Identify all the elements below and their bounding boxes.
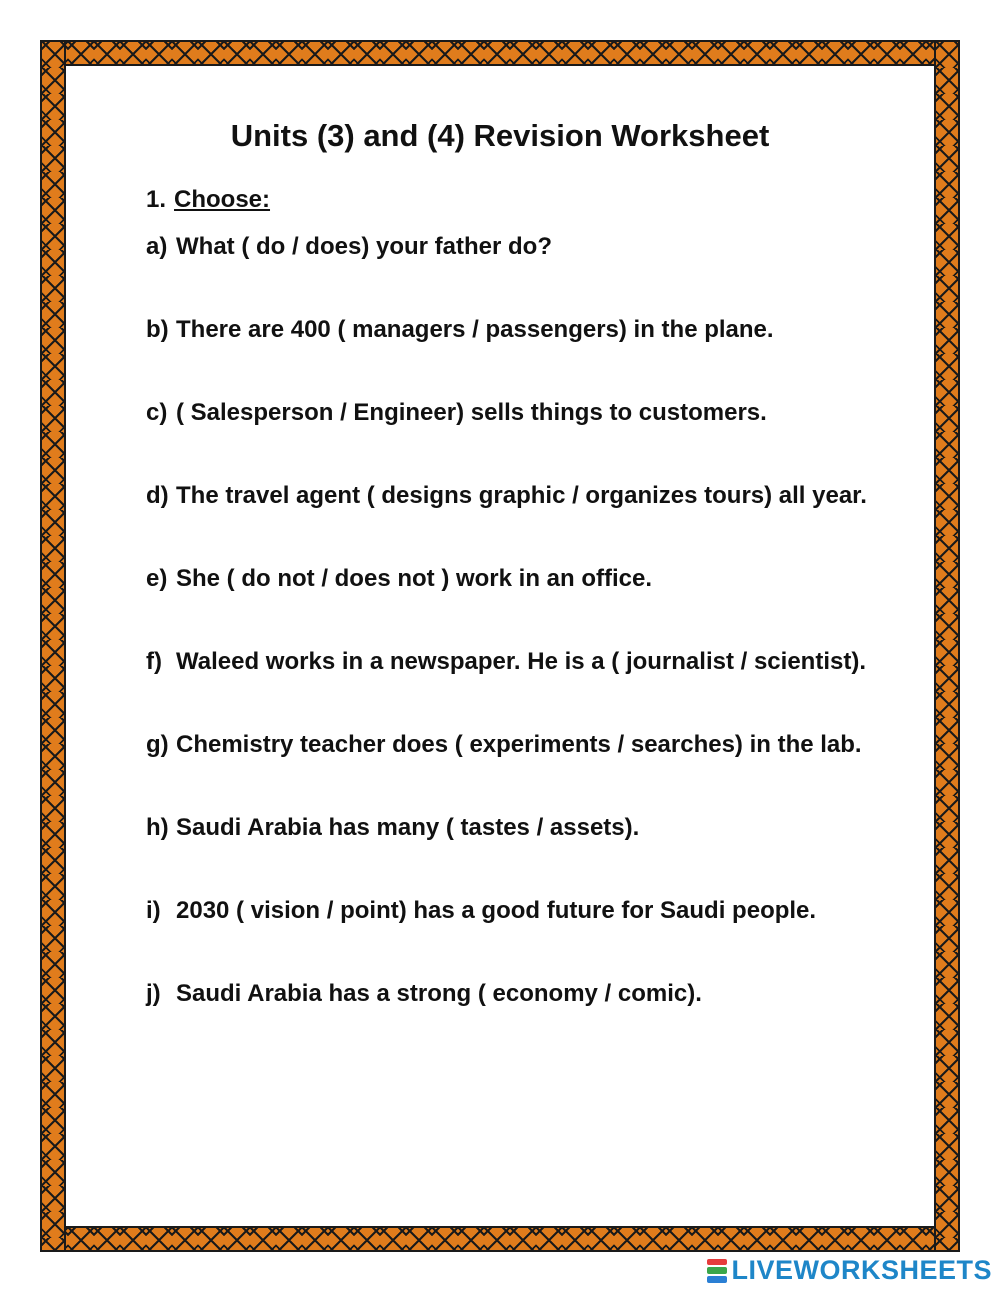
question-text: 2030 ( vision / point) has a good future for Saudi people.: [176, 897, 817, 924]
question-letter: i): [146, 897, 161, 924]
question-g: [146, 724, 896, 766]
question-letter: j): [146, 980, 161, 1007]
question-text: Waleed works in a newspaper. He is a ( journalist / scientist).: [176, 648, 866, 675]
question-d: [146, 475, 896, 517]
question-text: There are 400 ( managers / passengers) in the plane.: [176, 316, 774, 343]
question-text: Chemistry teacher does ( experiments / searches) in the lab.: [176, 731, 862, 758]
section-number: 1.: [146, 186, 167, 213]
question-letter: d): [146, 482, 169, 509]
decorative-border-bottom: [40, 1226, 960, 1252]
decorative-border-right: [934, 40, 960, 1252]
question-text: Saudi Arabia has a strong ( economy / comic).: [176, 980, 702, 1007]
question-text: What ( do / does) your father do?: [176, 233, 552, 260]
question-a: [146, 226, 896, 268]
question-j: [146, 973, 896, 1015]
question-i: [146, 890, 896, 932]
liveworksheets-logo[interactable]: [707, 1255, 992, 1286]
section-heading: [146, 186, 270, 214]
question-list: [146, 226, 896, 1056]
question-h: [146, 807, 896, 849]
question-text: Saudi Arabia has many ( tastes / assets).: [176, 814, 640, 841]
decorative-border-left: [40, 40, 66, 1252]
question-letter: f): [146, 648, 162, 675]
brand-name: LIVEWORKSHEETS: [731, 1255, 992, 1285]
question-e: [146, 558, 896, 600]
question-letter: h): [146, 814, 169, 841]
question-text: She ( do not / does not ) work in an office.: [176, 565, 653, 592]
question-letter: a): [146, 233, 168, 260]
question-letter: g): [146, 731, 169, 758]
decorative-border-top: [40, 40, 960, 66]
question-f: [146, 641, 896, 683]
worksheet-title: Units (3) and (4) Revision Worksheet: [230, 118, 770, 153]
section-label: Choose:: [174, 186, 271, 213]
question-b: [146, 309, 896, 351]
liveworksheets-badge-icon: [707, 1258, 727, 1284]
question-text: The travel agent ( designs graphic / organizes tours) all year.: [176, 482, 867, 509]
question-letter: b): [146, 316, 169, 343]
question-letter: e): [146, 565, 168, 592]
question-letter: c): [146, 399, 168, 426]
question-text: ( Salesperson / Engineer) sells things to customers.: [176, 399, 767, 426]
question-c: [146, 392, 896, 434]
